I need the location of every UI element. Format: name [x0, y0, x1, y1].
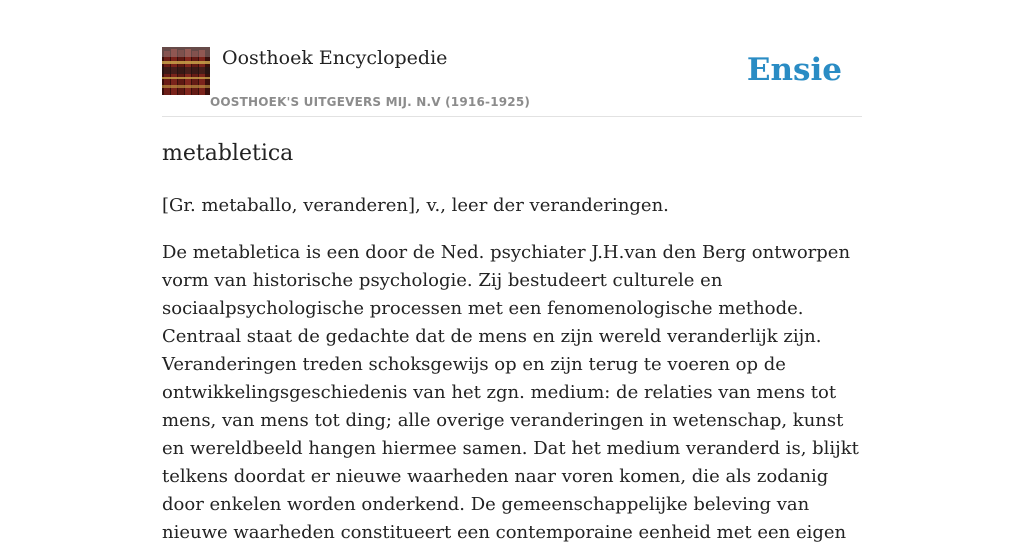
- article-intro: [Gr. metaballo, veranderen], v., leer der veranderingen.: [162, 195, 669, 216]
- source-title-link[interactable]: Oosthoek Encyclopedie: [222, 47, 448, 69]
- source-subtitle: OOSTHOEK'S UITGEVERS MIJ. N.V (1916-1925): [210, 95, 531, 109]
- encyclopedia-books-avatar[interactable]: [162, 47, 210, 95]
- source-header: [162, 46, 862, 117]
- ensie-logo[interactable]: Ensie: [746, 52, 842, 88]
- books-icon: [162, 47, 210, 95]
- article-title: metabletica: [162, 141, 294, 166]
- article-content: [162, 138, 867, 547]
- article-body: De metabletica is een door de Ned. psychiater J.H.van den Berg ontworpen vorm van historische psychologie. Zij bestudeert culturele en sociaalpsychologische processen met een fenomenologische methode. Centraal staat de gedachte dat de mens en zijn wereld veranderlijk zijn. Veranderingen treden schoksgewijs op en zijn terug te voeren op de ontwikkelingsgeschiedenis van het zgn. medium: de relaties van mens tot mens, van mens tot ding; alle overige veranderingen in wetenschap, kunst en wereldbeeld hangen hiermee samen. Dat het medium veranderd is, blijkt telkens doordat er nieuwe waarheden naar voren komen, die als zodanig door enkelen worden onderkend. De gemeenschappelijke beleving van nieuwe waarheden constitueert een contemporaine eenheid met een eigen: [162, 242, 859, 543]
